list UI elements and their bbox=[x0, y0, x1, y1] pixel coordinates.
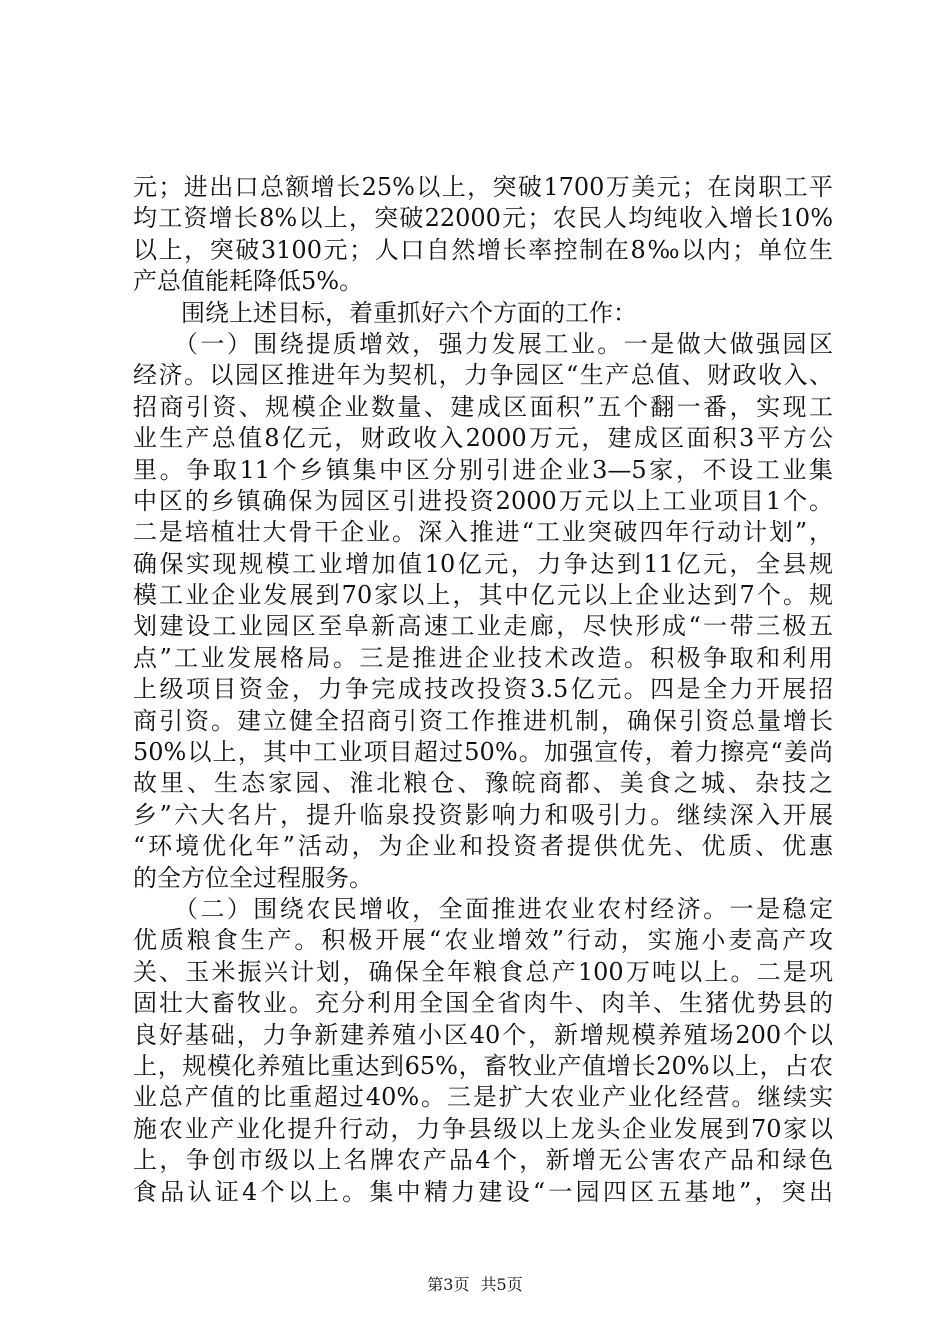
page-total: 共5页 bbox=[480, 1275, 523, 1294]
text-line: 确保实现规模工业增加值10亿元，力争达到11亿元，全县规 bbox=[133, 549, 833, 578]
text-line: 50%以上，其中工业项目超过50%。加强宣传，着力擦亮“姜尚 bbox=[133, 738, 833, 767]
text-line: 元；进出口总额增长25%以上，突破1700万美元；在岗职工平 bbox=[133, 173, 833, 201]
text-line: 围绕上述目标，着重抓好六个方面的工作： bbox=[133, 298, 637, 327]
text-line: 招商引资、规模企业数量、建成区面积”五个翻一番，实现工 bbox=[133, 392, 833, 421]
text-line: 点”工业发展格局。三是推进企业技术改造。积极争取和利用 bbox=[133, 643, 833, 672]
text-line: 业总产值的比重超过40%。三是扩大农业产业化经营。继续实 bbox=[133, 1083, 833, 1112]
text-line: 施农业产业化提升行动，力争县级以上龙头企业发展到70家以 bbox=[133, 1114, 833, 1143]
body-text bbox=[133, 172, 833, 1208]
text-line: 上，争创市级以上名牌农产品4个，新增无公害农产品和绿色 bbox=[133, 1146, 833, 1175]
text-line: （一）围绕提质增效，强力发展工业。一是做大做强园区 bbox=[133, 329, 833, 358]
text-line: 均工资增长8%以上，突破22000元；农民人均纯收入增长10% bbox=[133, 204, 833, 233]
text-line: “环境优化年”活动，为企业和投资者提供优先、优质、优惠 bbox=[133, 832, 833, 861]
text-line: 经济。以园区推进年为契机，力争园区“生产总值、财政收入、 bbox=[133, 361, 833, 390]
text-line: 优质粮食生产。积极开展“农业增效”行动，实施小麦高产攻 bbox=[133, 926, 833, 955]
text-line: 上级项目资金，力争完成技改投资3.5亿元。四是全力开展招 bbox=[133, 675, 833, 704]
text-line: 食品认证4个以上。集中精力建设“一园四区五基地”，突出 bbox=[133, 1177, 833, 1206]
text-line: 良好基础，力争新建养殖小区40个，新增规模养殖场200个以 bbox=[133, 1020, 833, 1049]
text-line: 中区的乡镇确保为园区引进投资2000万元以上工业项目1个。 bbox=[133, 486, 833, 515]
text-line: 划建设工业园区至阜新高速工业走廊，尽快形成“一带三极五 bbox=[133, 612, 833, 641]
text-line: 以上，突破3100元；人口自然增长率控制在8‰以内；单位生 bbox=[133, 235, 833, 264]
text-line: （二）围绕农民增收，全面推进农业农村经济。一是稳定 bbox=[133, 894, 833, 923]
text-line: 二是培植壮大骨干企业。深入推进“工业突破四年行动计划”， bbox=[133, 518, 833, 547]
text-line: 模工业企业发展到70家以上，其中亿元以上企业达到7个。规 bbox=[133, 581, 833, 610]
text-line: 关、玉米振兴计划，确保全年粮食总产100万吨以上。二是巩 bbox=[133, 957, 833, 986]
text-line: 固壮大畜牧业。充分利用全国全省肉牛、肉羊、生猪优势县的 bbox=[133, 989, 833, 1018]
text-line: 产总值能耗降低5%。 bbox=[133, 267, 364, 296]
text-line: 商引资。建立健全招商引资工作推进机制，确保引资总量增长 bbox=[133, 706, 833, 735]
page-footer bbox=[0, 1275, 950, 1295]
text-line: 上，规模化养殖比重达到65%，畜牧业产值增长20%以上，占农 bbox=[133, 1051, 833, 1080]
page-number: 第3页 bbox=[427, 1275, 470, 1294]
text-line: 乡”六大名片，提升临泉投资影响力和吸引力。继续深入开展 bbox=[133, 800, 833, 829]
text-line: 故里、生态家园、淮北粮仓、豫皖商都、美食之城、杂技之 bbox=[133, 769, 833, 798]
text-line: 里。争取11个乡镇集中区分别引进企业3—5家，不设工业集 bbox=[133, 455, 833, 484]
text-line: 的全方位全过程服务。 bbox=[133, 863, 373, 892]
text-line: 业生产总值8亿元，财政收入2000万元，建成区面积3平方公 bbox=[133, 424, 833, 453]
